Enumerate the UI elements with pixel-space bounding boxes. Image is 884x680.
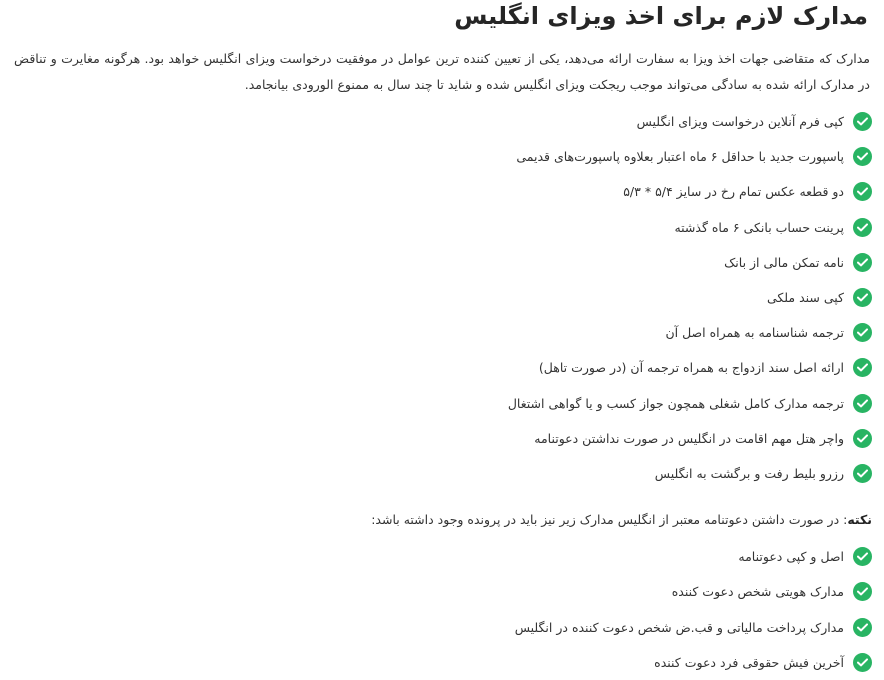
list-item-text: کپی فرم آنلاین درخواست ویزای انگلیس [636, 114, 844, 130]
list-item [14, 210, 872, 245]
list-item [14, 386, 872, 421]
list-item [14, 245, 872, 280]
list-item [14, 315, 872, 350]
check-circle-icon [853, 358, 872, 377]
check-circle-icon [853, 653, 872, 672]
list-item-text: پرینت حساب بانکی ۶ ماه گذشته [674, 219, 844, 235]
check-circle-icon [853, 147, 872, 166]
note-label: نکته [847, 512, 872, 528]
list-item [14, 350, 872, 385]
page-title: مدارک لازم برای اخذ ویزای انگلیس [454, 2, 868, 30]
list-item [14, 539, 872, 574]
list-item-text: نامه تمکن مالی از بانک [724, 254, 844, 270]
check-circle-icon [853, 547, 872, 566]
check-circle-icon [853, 323, 872, 342]
list-item [14, 456, 872, 491]
list-item-text: پاسپورت جدید با حداقل ۶ ماه اعتبار بعلاوه پاسپورت‌های قدیمی [516, 149, 844, 165]
check-circle-icon [853, 618, 872, 637]
list-item-text: ترجمه شناسنامه به همراه اصل آن [665, 325, 844, 341]
check-circle-icon [853, 288, 872, 307]
list-item-text: رزرو بلیط رفت و برگشت به انگلیس [654, 465, 844, 481]
note-paragraph [14, 509, 872, 531]
list-item [14, 104, 872, 139]
check-circle-icon [853, 253, 872, 272]
list-item-text: ارائه اصل سند ازدواج به همراه ترجمه آن (در صورت تاهل) [538, 360, 844, 376]
list-item-text: ترجمه مدارک کامل شغلی همچون جواز کسب و یا گواهی اشتغال [507, 395, 844, 411]
check-circle-icon [853, 464, 872, 483]
list-item [14, 280, 872, 315]
list-item-text: آخرین فیش حقوقی فرد دعوت کننده [654, 654, 844, 670]
list-item-text: کپی سند ملکی [766, 290, 844, 306]
list-item [14, 174, 872, 209]
list-item-text: مدارک پرداخت مالیاتی و قب.ض شخص دعوت کننده در انگلیس [514, 619, 844, 635]
check-circle-icon [853, 429, 872, 448]
invitation-documents-list [14, 539, 872, 680]
list-item [14, 609, 872, 644]
intro-paragraph: مدارک که متقاضی جهات اخذ ویزا به سفارت ارائه می‌دهد، یکی از تعیین کننده ترین عوامل در موفقیت درخواست ویزای انگلیس خواهد بود. هرگونه مغایرت و تناقض در مدارک ارائه شده به سادگی می‌تواند موجب ریجکت ویزای انگلیس شده و شاید تا چند سال به ممنوع الورودی بیانجامد. [14, 51, 870, 92]
list-item-text: واچر هتل مهم اقامت در انگلیس در صورت نداشتن دعوتنامه [534, 430, 844, 446]
check-circle-icon [853, 218, 872, 237]
list-item-text: مدارک هویتی شخص دعوت کننده [671, 584, 844, 600]
list-item [14, 421, 872, 456]
list-item [14, 139, 872, 174]
note-text: : در صورت داشتن دعوتنامه معتبر از انگلیس مدارک زیر نیز باید در پرونده وجود داشته باشد: [371, 512, 848, 528]
list-item [14, 574, 872, 609]
documents-list [14, 104, 872, 491]
list-item-text: اصل و کپی دعوتنامه [738, 549, 844, 565]
check-circle-icon [853, 182, 872, 201]
check-circle-icon [853, 112, 872, 131]
check-circle-icon [853, 394, 872, 413]
check-circle-icon [853, 582, 872, 601]
list-item-text: دو قطعه عکس تمام رخ در سایز ۵/۴ * ۵/۳ [623, 184, 844, 200]
